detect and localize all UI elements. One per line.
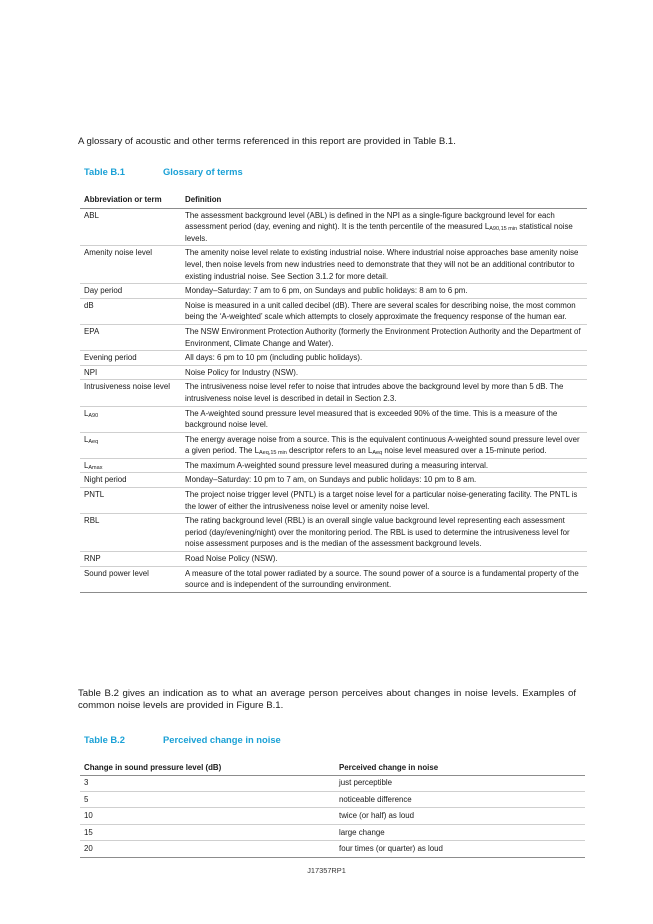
glossary-term: Intrusiveness noise level xyxy=(80,380,181,406)
glossary-row xyxy=(80,514,587,552)
perception-cell: four times (or quarter) as loud xyxy=(335,841,585,857)
glossary-row xyxy=(80,324,587,350)
glossary-term: $L_{Aeq}$ xyxy=(80,432,181,458)
glossary-header-row xyxy=(80,193,587,208)
glossary-term: Evening period xyxy=(80,351,181,366)
glossary-row xyxy=(80,246,587,284)
level-change-cell: 10 xyxy=(80,808,335,824)
perceived-row xyxy=(80,808,585,824)
document-reference-footer: J17357RP1 xyxy=(307,866,346,875)
glossary-definition: The assessment background level (ABL) is defined in the NPI as a single-figure background level for each assessment period (day, evening and night). It is the tenth percentile of the measured $L_{A90,15 min}$ statistical noise levels. xyxy=(181,208,587,246)
glossary-table xyxy=(80,193,587,593)
table-b2-number: Table B.2 xyxy=(84,734,125,745)
glossary-row xyxy=(80,284,587,299)
glossary-definition: The A-weighted sound pressure level measured that is exceeded 90% of the time. This is a measure of the background noise level. xyxy=(181,406,587,432)
perceived-row xyxy=(80,841,585,857)
glossary-term: RBL xyxy=(80,514,181,552)
glossary-definition: The rating background level (RBL) is an overall single value background level representing each assessment period (day/evening/night) over the monitoring period. The RBL is used to determine the intrusiveness level for noise assessment purposes and is the median of the assessment background levels. xyxy=(181,514,587,552)
glossary-header-term: Abbreviation or term xyxy=(80,193,181,208)
perception-cell: large change xyxy=(335,824,585,840)
glossary-definition: All days: 6 pm to 10 pm (including public holidays). xyxy=(181,351,587,366)
table-b1-caption xyxy=(84,166,243,177)
glossary-term: Day period xyxy=(80,284,181,299)
glossary-term: RNP xyxy=(80,552,181,567)
glossary-definition: Noise Policy for Industry (NSW). xyxy=(181,365,587,380)
perceived-header-perception: Perceived change in noise xyxy=(335,761,585,775)
glossary-definition: A measure of the total power radiated by a source. The sound power of a source is a fundamental property of the source and is independent of the surrounding environment. xyxy=(181,566,587,592)
glossary-definition: Road Noise Policy (NSW). xyxy=(181,552,587,567)
glossary-term: dB xyxy=(80,298,181,324)
glossary-term: EPA xyxy=(80,324,181,350)
perception-cell: twice (or half) as loud xyxy=(335,808,585,824)
glossary-term: Amenity noise level xyxy=(80,246,181,284)
table-b2-title: Perceived change in noise xyxy=(163,734,281,745)
perceived-header-row xyxy=(80,761,585,775)
perception-cell: just perceptible xyxy=(335,775,585,791)
table-b2-caption xyxy=(84,734,281,745)
perceived-body xyxy=(80,775,585,857)
table-b1-number: Table B.1 xyxy=(84,166,125,177)
glossary-row xyxy=(80,473,587,488)
glossary-definition: The project noise trigger level (PNTL) is a target noise level for a particular noise-generating facility. The PNTL is the lower of either the intrusiveness noise level or amenity noise level. xyxy=(181,488,587,514)
glossary-row xyxy=(80,351,587,366)
glossary-term: NPI xyxy=(80,365,181,380)
glossary-term: $L_{A90}$ xyxy=(80,406,181,432)
glossary-term: PNTL xyxy=(80,488,181,514)
perceived-row xyxy=(80,824,585,840)
level-change-cell: 5 xyxy=(80,791,335,807)
perceived-change-paragraph: Table B.2 gives an indication as to what an average person perceives about changes in noise levels. Examples of common noise levels are provided in Figure B.1. xyxy=(78,687,576,712)
glossary-definition: The amenity noise level relate to existing industrial noise. Where industrial noise approaches base amenity noise level, then noise levels from new industries need to demonstrate that they will not be an additional contributor to existing industrial noise. See Section 3.1.2 for more detail. xyxy=(181,246,587,284)
glossary-definition: Noise is measured in a unit called decibel (dB). There are several scales for describing noise, the most common being the ‘A-weighted’ scale which attempts to closely approximate the frequency response of the human ear. xyxy=(181,298,587,324)
glossary-term: $L_{Amax}$ xyxy=(80,458,181,473)
perceived-row xyxy=(80,791,585,807)
glossary-row xyxy=(80,298,587,324)
glossary-row xyxy=(80,380,587,406)
glossary-row xyxy=(80,406,587,432)
perceived-row xyxy=(80,775,585,791)
glossary-definition: The NSW Environment Protection Authority (formerly the Environment Protection Authority and the Department of Environment, Climate Change and Water). xyxy=(181,324,587,350)
glossary-definition: Monday–Saturday: 7 am to 6 pm, on Sundays and public holidays: 8 am to 6 pm. xyxy=(181,284,587,299)
glossary-definition: The maximum A-weighted sound pressure level measured during a measuring interval. xyxy=(181,458,587,473)
glossary-definition: Monday–Saturday: 10 pm to 7 am, on Sundays and public holidays: 10 pm to 8 am. xyxy=(181,473,587,488)
level-change-cell: 20 xyxy=(80,841,335,857)
glossary-row xyxy=(80,488,587,514)
glossary-row xyxy=(80,566,587,592)
table-b1-title: Glossary of terms xyxy=(163,166,243,177)
intro-paragraph: A glossary of acoustic and other terms referenced in this report are provided in Table B.1. xyxy=(78,135,456,147)
glossary-body xyxy=(80,208,587,592)
glossary-term: ABL xyxy=(80,208,181,246)
glossary-row xyxy=(80,552,587,567)
perceived-change-table xyxy=(80,761,585,858)
glossary-header-definition: Definition xyxy=(181,193,587,208)
perceived-header-change: Change in sound pressure level (dB) xyxy=(80,761,335,775)
level-change-cell: 3 xyxy=(80,775,335,791)
glossary-row xyxy=(80,365,587,380)
glossary-definition: The intrusiveness noise level refer to noise that intrudes above the background level by more than 5 dB. The intrusiveness noise level is described in detail in Section 2.3. xyxy=(181,380,587,406)
glossary-row xyxy=(80,458,587,473)
glossary-row xyxy=(80,432,587,458)
glossary-term: Sound power level xyxy=(80,566,181,592)
level-change-cell: 15 xyxy=(80,824,335,840)
glossary-definition: The energy average noise from a source. This is the equivalent continuous A-weighted sound pressure level over a given period. The $L_{Aeq,15 min}$ descriptor refers to an $L_{Aeq}$ noise level measured over a 15-minute period. xyxy=(181,432,587,458)
glossary-row xyxy=(80,208,587,246)
glossary-term: Night period xyxy=(80,473,181,488)
perception-cell: noticeable difference xyxy=(335,791,585,807)
